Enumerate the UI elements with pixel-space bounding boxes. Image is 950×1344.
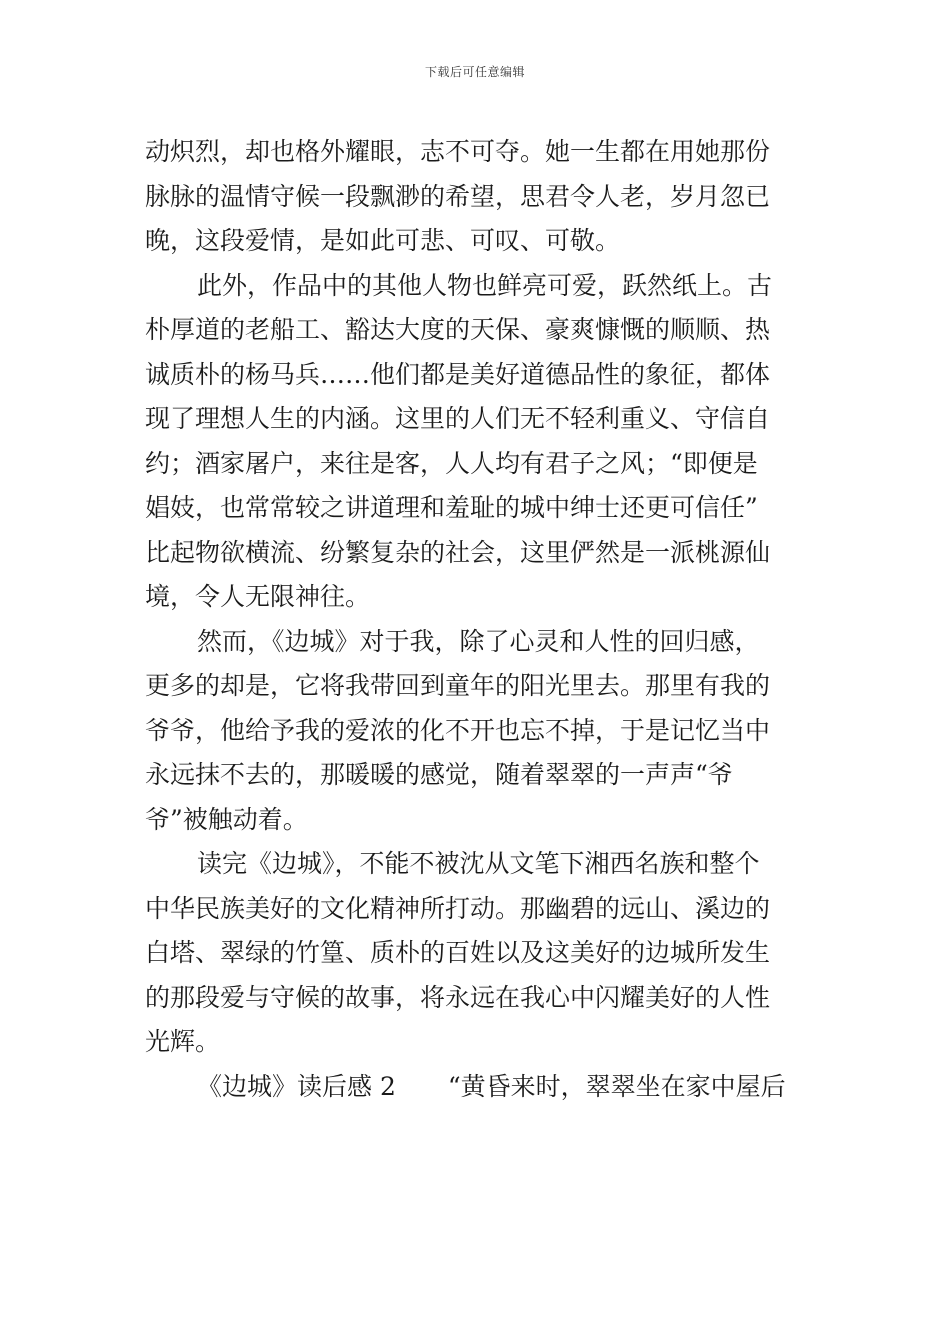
text-line: 约；酒家屠户，来往是客，人人均有君子之风；“即便是 <box>145 448 758 478</box>
text-line: 境，令人无限神往。 <box>145 582 371 611</box>
text-line: 中华民族美好的文化精神所打动。那幽碧的远山、溪边的 <box>145 893 771 923</box>
section-heading: 《边城》读后感 2 <box>197 1071 396 1101</box>
text-line: 晚，这段爱情，是如此可悲、可叹、可敬。 <box>145 226 621 255</box>
text-line: 比起物欲横流、纷繁复杂的社会，这里俨然是一派桃源仙 <box>145 537 771 567</box>
text-line: 光辉。 <box>145 1027 221 1056</box>
text-line: 的那段爱与守候的故事，将永远在我心中闪耀美好的人性 <box>145 982 771 1012</box>
text-line: 娼妓，也常常较之讲道理和羞耻的城中绅士还更可信任” <box>145 493 758 522</box>
text-line: 朴厚道的老船工、豁达大度的天保、豪爽慷慨的顺顺、热 <box>145 315 771 344</box>
text-line: 现了理想人生的内涵。这里的人们无不轻利重义、守信自 <box>145 404 771 433</box>
text-line: 诚质朴的杨马兵……他们都是美好道德品性的象征，都体 <box>145 359 771 389</box>
text-line: 爷爷，他给予我的爱浓的化不开也忘不掉，于是记忆当中 <box>145 715 771 745</box>
text-line: “黄昏来时，翠翠坐在家中屋后 <box>447 1071 786 1101</box>
text-line: 脉脉的温情守候一段飘渺的希望，思君令人老，岁月忽已 <box>145 181 771 211</box>
text-line: 更多的却是，它将我带回到童年的阳光里去。那里有我的 <box>145 671 771 700</box>
paragraph-start-line: 读完《边城》，不能不被沈从文笔下湘西名族和整个 <box>197 849 760 878</box>
text-line: 爷”被触动着。 <box>145 804 308 834</box>
text-line: 永远抹不去的，那暖暖的感觉，随着翠翠的一声声“爷 <box>145 760 733 789</box>
text-line: 白塔、翠绿的竹篁、质朴的百姓以及这美好的边城所发生 <box>145 938 771 967</box>
paragraph-start-line: 此外，作品中的其他人物也鲜亮可爱，跃然纸上。古 <box>197 270 773 300</box>
text-line: 动炽烈，却也格外耀眼，志不可夺。她一生都在用她那份 <box>145 137 771 166</box>
section-heading-line <box>145 1065 810 1110</box>
document-body <box>145 130 810 1109</box>
page-header: 下载后可任意编辑 <box>424 65 525 79</box>
paragraph-start-line: 然而，《边城》对于我，除了心灵和人性的回归感， <box>197 626 760 656</box>
